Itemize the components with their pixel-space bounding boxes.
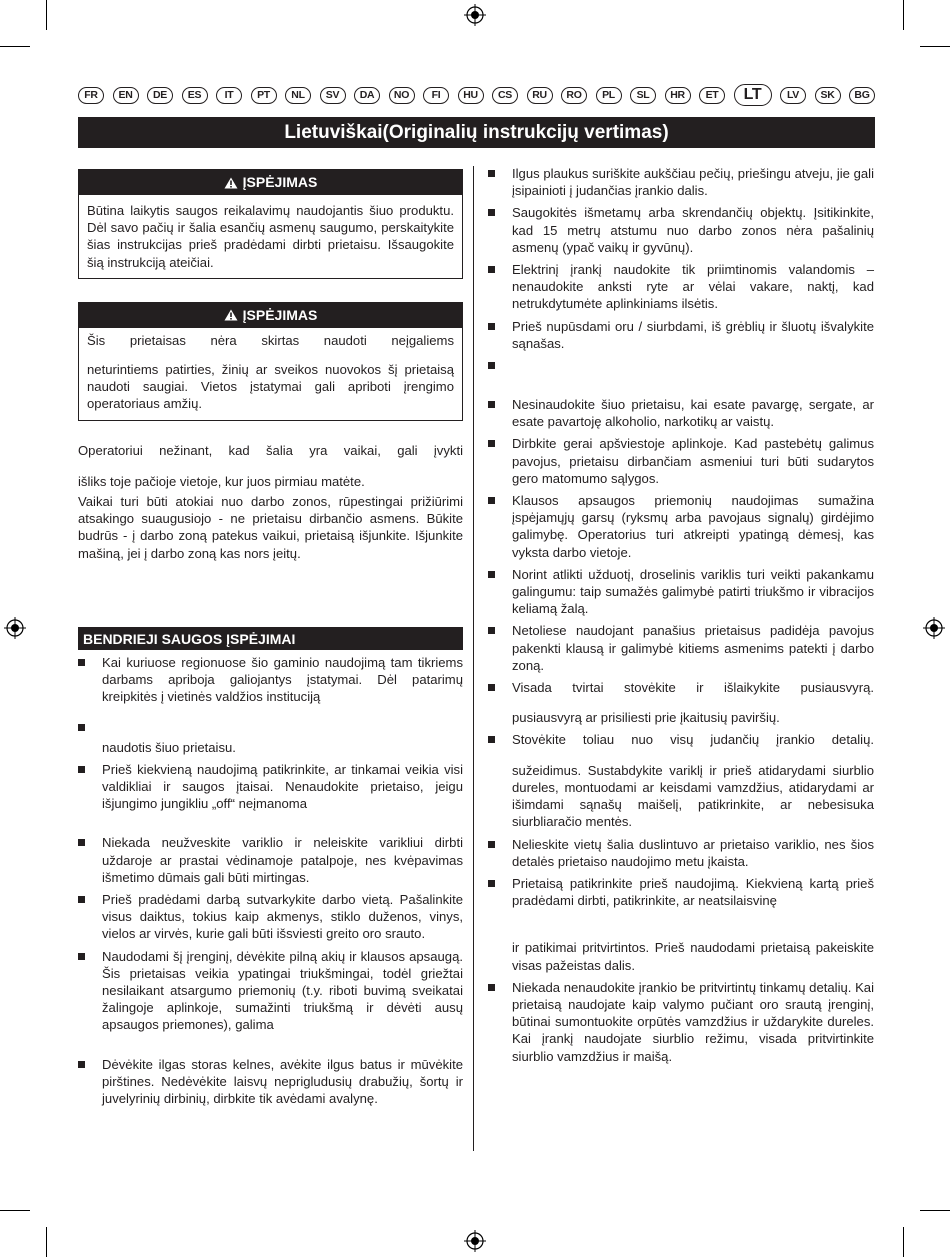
crop-mark (46, 0, 47, 30)
list-item: Prietaisą patikrinkite prieš naudojimą. Kiekvieną kartą prieš pradėdami dirbti, patikrinkite, ar neatsilaisvinę (488, 875, 874, 909)
list-item: Norint atlikti užduotį, droselinis variklis turi veikti pakankamu galingumu: taip sumažės galimybė patirti triukšmo ir vibracijos keliamą žalą. (488, 566, 874, 618)
list-item: Prieš pradėdami darbą sutvarkykite darbo vietą. Pašalinkite visus daiktus, tokius kaip akmenys, stiklo duženos, vinys, vielos ar virvės, kurie gali būti išsviesti greito oro srauto. (78, 891, 463, 943)
page-title: Lietuviškai(Originalių instrukcijų vertimas) (78, 117, 875, 148)
list-item (488, 357, 874, 374)
language-tab-nl[interactable]: NL (285, 87, 311, 104)
warning-header (79, 170, 462, 195)
paragraph: Vaikai turi būti atokiai nuo darbo zonos, rūpestingai prižiūrimi atsakingo suaugusiojo - ne prietaisu dirbančio asmens. Būkite budrūs - į darbo zoną patekus vaikui, prietaisą išjunkite. Išjunkite mašiną, jei į darbo zoną kas nors įeitų. (78, 494, 463, 561)
crop-mark (0, 46, 30, 47)
language-tab-cs[interactable]: CS (492, 87, 518, 104)
paragraph: išliks toje pačioje vietoje, kur juos pirmiau matėte. (78, 473, 365, 489)
registration-mark-icon (464, 1230, 486, 1252)
crop-mark (920, 1210, 950, 1211)
list-item: Naudodami šį įrenginį, dėvėkite pilną akių ir klausos apsaugą. Šis prietaisas veikia ypatingai triukšmingai, todėl griežtai nesilaikant atsargumo priemonių (t.y. riboti buvimą sveikatai žalingoje aplinkoje, sumažinti triukšmą ir dėvėti ausų apsaugos priemones), galima (78, 948, 463, 1034)
list-item: Prieš nupūsdami oru / siurbdami, iš grėblių ir šluotų išvalykite sąnašas. (488, 318, 874, 352)
language-tab-sv[interactable]: SV (320, 87, 346, 104)
list-item: Saugokitės išmetamų arba skrendančių objektų. Įsitikinkite, kad 15 metrų atstumu nuo darbo zonos nėra pašalinių asmenų (ypač vaikų ir gyvūnų). (488, 204, 874, 256)
list-item: Elektrinį įrankį naudokite tik priimtinomis valandomis – nenaudokite anksti ryte ar vėlai vakare, naktį, kad netrukdytumėte aplinkiniams ilsėtis. (488, 261, 874, 313)
language-tab-fi[interactable]: FI (423, 87, 449, 104)
right-bullet-list (488, 165, 874, 1065)
crop-mark (903, 1227, 904, 1257)
paragraph: Operatoriui nežinant, kad šalia yra vaikai, gali įvykti (78, 442, 463, 458)
warning-box (78, 302, 463, 421)
language-tab-it[interactable]: IT (216, 87, 242, 104)
language-tab-et[interactable]: ET (699, 87, 725, 104)
column-divider (473, 166, 474, 1151)
list-item (78, 719, 463, 736)
warning-box (78, 169, 463, 279)
warning-title: ĮSPĖJIMAS (242, 306, 318, 323)
warning-triangle-icon (224, 309, 238, 321)
list-item: Nesinaudokite šiuo prietaisu, kai esate pavargę, sergate, ar esate pavartoję alkoholio, narkotikų ar vaistų. (488, 396, 874, 430)
crop-mark (0, 1210, 30, 1211)
language-tab-lt[interactable]: LT (734, 84, 772, 106)
list-item: Nelieskite vietų šalia duslintuvo ar prietaiso variklio, nes šios detalės prietaiso naudojimo metu įkaista. (488, 836, 874, 870)
language-tab-pl[interactable]: PL (596, 87, 622, 104)
language-tab-no[interactable]: NO (389, 87, 415, 104)
registration-mark-icon (923, 617, 945, 639)
language-tab-bg[interactable]: BG (849, 87, 875, 104)
list-item: Ilgus plaukus suriškite aukščiau pečių, priešingu atveju, jie gali įsipainioti į judančias įrankio dalis. (488, 165, 874, 199)
registration-mark-icon (464, 4, 486, 26)
language-tab-da[interactable]: DA (354, 87, 380, 104)
list-item: Niekada neužveskite variklio ir neleiskite varikliui dirbti uždaroje ar prastai vėdinamoje patalpoje, nes kvėpavimas išmetimo dūmais gali būti mirtingas. (78, 834, 463, 886)
list-item: Dirbkite gerai apšviestoje aplinkoje. Kad pastebėtų galimus pavojus, prietaisu dirbančiam asmeniui turi būti sudarytos gero matomumo sąlygos. (488, 435, 874, 487)
section-heading: BENDRIEJI SAUGOS ĮSPĖJIMAI (78, 627, 463, 650)
list-item: Klausos apsaugos priemonių naudojimas sumažina įspėjamųjų garsų (ryksmų arba pavojaus signalų) girdėjimo galimybę. Operatorius turi atkreipti ypatingą dėmesį, kas vyksta darbo vietoje. (488, 492, 874, 561)
warning-title: ĮSPĖJIMAS (242, 173, 318, 190)
registration-mark-icon (4, 617, 26, 639)
language-tab-lv[interactable]: LV (780, 87, 806, 104)
list-item-continuation: pusiausvyrą ar prisiliesti prie įkaitusių paviršių. (512, 710, 780, 726)
warning-text: Būtina laikytis saugos reikalavimų naudojantis šiuo produktu. Dėl savo pačių ir šalia esančių asmenų saugumo, perskaitykite šias instrukcijas prieš pradėdami dirbti prietaisu. Išsaugokite šią instrukciją ateičiai. (87, 203, 454, 270)
language-tab-es[interactable]: ES (182, 87, 208, 104)
list-item: Kai kuriuose regionuose šio gaminio naudojimą tam tikriems darbams apriboja galiojantys įstatymai. Dėl patarimų kreipkitės į vietinės valdžios instituciją (78, 654, 463, 706)
list-item-continuation: sužeidimus. Sustabdykite variklį ir prieš atidarydami siurblio dureles, montuodami ar keisdami vamzdžius, atidarydami ar išimdami sąnašų maišelį, patikrinkite, ar nebesisuka siurbliaračio mentės. (512, 762, 874, 830)
language-tab-sk[interactable]: SK (815, 87, 841, 104)
warning-text: neturintiems patirties, žinių ar sveikos nuovokos šį prietaisą naudoti saugiai. Vietos įstatymai gali apriboti įrengimo operatoriaus amžių. (87, 362, 454, 412)
language-tab-ru[interactable]: RU (527, 87, 553, 104)
list-item: Prieš kiekvieną naudojimą patikrinkite, ar tinkamai veikia visi valdikliai ir saugos įtaisai. Nenaudokite prietaiso, jeigu išjungimo jungikliu „off“ neįmanoma (78, 761, 463, 813)
language-tab-en[interactable]: EN (113, 87, 139, 104)
language-tab-hr[interactable]: HR (665, 87, 691, 104)
warning-triangle-icon (224, 177, 238, 189)
language-tab-sl[interactable]: SL (630, 87, 656, 104)
left-bullet-list (78, 654, 463, 1107)
warning-header (79, 303, 462, 328)
list-item: Niekada nenaudokite įrankio be pritvirtintų tinkamų detalių. Kai prietaisą naudojate kaip valymo pučiant oro srautą įrenginį, būtinai sumontuokite orpūtės vamzdžius ir uždarykite dureles. Kai įrankį naudojate siurblio režimu, visada pritvirtinkite siurblio vamzdžius ir maišą. (488, 979, 874, 1065)
list-item-continuation: naudotis šiuo prietaisu. (102, 739, 236, 755)
list-item: Netoliese naudojant panašius prietaisus padidėja pavojus pakenkti klausą ir galimybė kitiems asmenims patekti į darbo zoną. (488, 622, 874, 674)
crop-mark (46, 1227, 47, 1257)
crop-mark (903, 0, 904, 30)
language-tab-ro[interactable]: RO (561, 87, 587, 104)
language-tab-de[interactable]: DE (147, 87, 173, 104)
left-column (78, 169, 463, 562)
language-tab-fr[interactable]: FR (78, 87, 104, 104)
warning-text: Šis prietaisas nėra skirtas naudoti neįgaliems (87, 332, 454, 348)
list-item: Visada tvirtai stovėkite ir išlaikykite pusiausvyrą. (488, 679, 874, 696)
language-selector (78, 84, 875, 106)
list-item: Dėvėkite ilgas storas kelnes, avėkite ilgus batus ir mūvėkite pirštines. Nedėvėkite laisvų neprigludusių drabužių, šortų ir juvelyrinių dirbinių, dirbkite tik avėdami avalynę. (78, 1056, 463, 1108)
language-tab-pt[interactable]: PT (251, 87, 277, 104)
language-tab-hu[interactable]: HU (458, 87, 484, 104)
crop-mark (920, 46, 950, 47)
list-item-continuation: ir patikimai pritvirtintos. Prieš naudodami prietaisą pakeiskite visas pažeistas dalis. (512, 940, 874, 973)
list-item: Stovėkite toliau nuo visų judančių įrankio detalių. (488, 731, 874, 748)
